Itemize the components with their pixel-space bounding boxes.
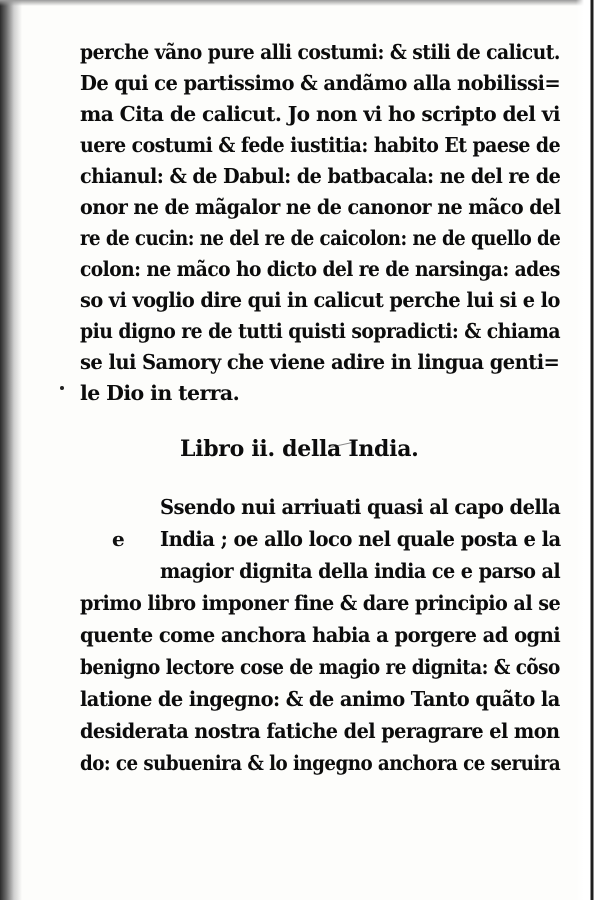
text-line: le Dio in terra. (80, 381, 240, 405)
text-line: se lui Samory che viene adire in lingua genti= (80, 350, 560, 374)
text-line: primo libro imponer fine & dare principio al se (80, 591, 561, 615)
text-line: re de cucin: ne del re de caicolon: ne de quello de (80, 226, 561, 250)
text-line: magior dignita della india ce e parso al (160, 559, 561, 583)
text-line: chianul: & de Dabul: de batbacala: ne del re de (80, 164, 561, 188)
text-line: India ; oe allo loco nel quale posta e la (160, 527, 561, 551)
text-line: so vi voglio dire qui in calicut perche lui si e lo (80, 288, 560, 312)
text-line: ma Cita de calicut. Jo non vi ho scripto del vi (80, 102, 560, 126)
text-line: do: ce subuenira & lo ingegno anchora ce seruira (80, 751, 561, 775)
text-line: piu digno re de tutti quisti sopradicti: & chiama (80, 319, 561, 343)
text-line: quente come anchora habia a porgere ad ogni (80, 623, 561, 647)
ink-dot (60, 386, 64, 390)
text-line: onor ne de mãgalor ne de canonor ne mãco del (80, 195, 561, 219)
text-line: uere costumi & fede iustitia: habito Et paese de (80, 133, 561, 157)
text-line: colon: ne mãco ho dicto del re de narsinga: ades (80, 257, 560, 281)
text-line: perche vãno pure alli costumi: & stili de calicut. (80, 40, 560, 64)
text-line: desiderata nostra fatiche del peragrare el mon (80, 719, 560, 743)
chapter-heading: Libro ii. della India. (180, 436, 419, 462)
text-line: De qui ce partissimo & andãmo alla nobilissi= (80, 71, 561, 95)
text-line: latione de ingegno: & de animo Tanto quãto la (80, 687, 560, 711)
margin-guide-letter: e (112, 527, 125, 551)
text-line: benigno lectore cose de magio re dignita: & cõso (80, 655, 560, 679)
text-line: Ssendo nui arriuati quasi al capo della (160, 495, 561, 519)
